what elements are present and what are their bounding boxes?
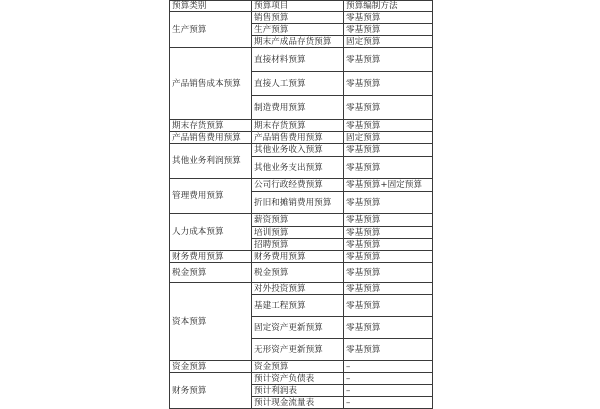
table-method-cell: 零基预算 xyxy=(346,24,381,35)
table-item-cell: 产品销售费用预算 xyxy=(254,132,323,143)
table-method-cell: 零基预算 xyxy=(346,300,381,311)
table-item-cell: 折旧和摊销费用预算 xyxy=(254,197,332,208)
table-method-cell: 零基预算 xyxy=(346,78,381,89)
table-rule xyxy=(169,0,170,409)
table-method-cell: 零基预算+固定预算 xyxy=(346,180,422,190)
table-method-cell: 零基预算 xyxy=(346,283,381,294)
table-category-cell: 其他业务利润预算 xyxy=(172,156,241,166)
table-header-cell: 预算项目 xyxy=(254,0,289,11)
table-method-cell: – xyxy=(346,361,351,372)
table-item-cell: 其他业务收入预算 xyxy=(254,145,323,155)
table-item-cell: 对外投资预算 xyxy=(254,283,306,294)
table-header-cell: 预算类别 xyxy=(172,0,207,11)
table-item-cell: 其他业务支出预算 xyxy=(254,162,323,173)
table-item-cell: 销售预算 xyxy=(254,12,289,23)
table-method-cell: 固定预算 xyxy=(346,36,381,47)
budget-table xyxy=(169,0,433,408)
table-category-cell: 产品销售成本预算 xyxy=(172,78,241,89)
table-method-cell: 零基预算 xyxy=(346,267,381,278)
table-item-cell: 预计资产负债表 xyxy=(254,373,315,384)
table-method-cell: 零基预算 xyxy=(346,120,381,131)
table-category-cell: 生产预算 xyxy=(172,24,207,35)
table-method-cell: 零基预算 xyxy=(346,162,381,173)
table-item-cell: 资金预算 xyxy=(254,361,289,372)
table-category-cell: 资金预算 xyxy=(172,361,207,372)
table-method-cell: 零基预算 xyxy=(346,239,381,250)
table-rule xyxy=(432,0,433,409)
table-category-cell: 管理费用预算 xyxy=(172,191,224,201)
table-category-cell: 税金预算 xyxy=(172,267,207,278)
table-item-cell: 制造费用预算 xyxy=(254,102,306,113)
table-method-cell: 零基预算 xyxy=(346,322,381,333)
table-item-cell: 生产预算 xyxy=(254,24,289,35)
table-item-cell: 无形资产更新预算 xyxy=(254,344,323,355)
table-category-cell: 财务费用预算 xyxy=(172,251,224,262)
table-item-cell: 期末存货预算 xyxy=(254,120,306,131)
table-item-cell: 财务费用预算 xyxy=(254,251,306,262)
table-item-cell: 直接人工预算 xyxy=(254,78,306,89)
table-item-cell: 直接材料预算 xyxy=(254,54,306,65)
table-item-cell: 预计利润表 xyxy=(254,385,297,396)
table-item-cell: 基建工程预算 xyxy=(254,300,306,311)
table-method-cell: 固定预算 xyxy=(346,132,381,143)
table-category-cell: 财务预算 xyxy=(172,385,207,396)
table-item-cell: 公司行政经费预算 xyxy=(254,180,323,190)
table-category-cell: 资本预算 xyxy=(172,316,207,327)
table-method-cell: 零基预算 xyxy=(346,215,381,225)
table-method-cell: 零基预算 xyxy=(346,54,381,65)
table-item-cell: 预计现金流量表 xyxy=(254,397,315,408)
table-method-cell: 零基预算 xyxy=(346,197,381,208)
table-item-cell: 招聘预算 xyxy=(254,239,289,250)
table-method-cell: 零基预算 xyxy=(346,12,381,23)
table-item-cell: 期末产成品存货预算 xyxy=(254,36,332,47)
table-method-cell: – xyxy=(346,373,351,384)
table-item-cell: 薪资预算 xyxy=(254,215,289,225)
table-header-cell: 预算编制方法 xyxy=(346,0,398,11)
table-item-cell: 税金预算 xyxy=(254,267,289,278)
table-method-cell: 零基预算 xyxy=(346,227,381,238)
table-category-cell: 期末存货预算 xyxy=(172,120,224,131)
table-category-cell: 产品销售费用预算 xyxy=(172,132,241,143)
table-category-cell: 人力成本预算 xyxy=(172,227,224,237)
table-rule xyxy=(251,0,252,409)
table-rule xyxy=(343,0,344,409)
table-method-cell: 零基预算 xyxy=(346,344,381,355)
table-method-cell: 零基预算 xyxy=(346,102,381,113)
table-method-cell: – xyxy=(346,397,351,408)
table-item-cell: 固定资产更新预算 xyxy=(254,322,323,333)
table-method-cell: 零基预算 xyxy=(346,251,381,262)
table-method-cell: 零基预算 xyxy=(346,145,381,155)
table-item-cell: 培训预算 xyxy=(254,227,289,238)
table-method-cell: – xyxy=(346,385,351,396)
